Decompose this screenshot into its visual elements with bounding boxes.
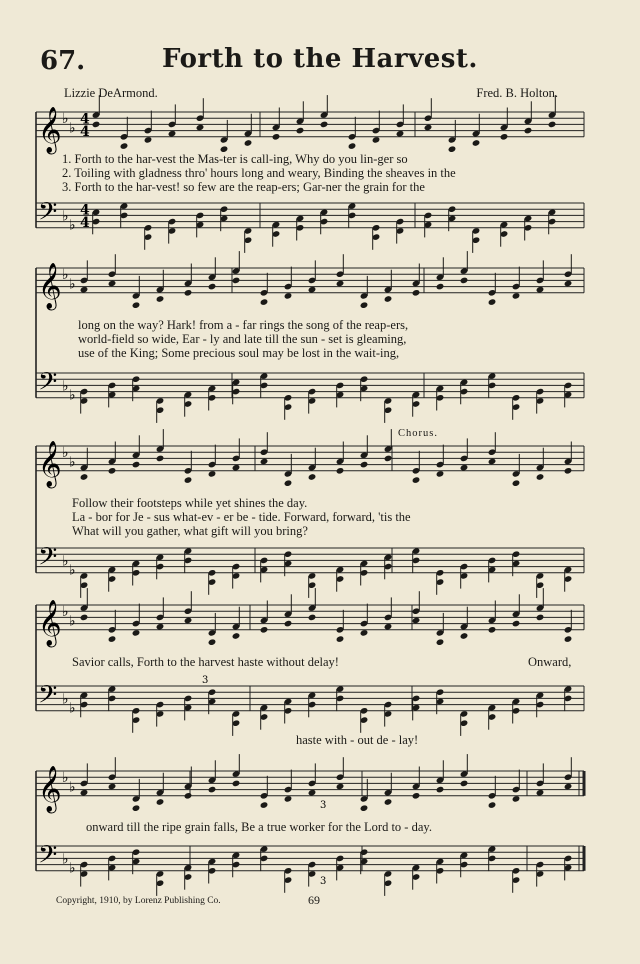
note-head	[460, 780, 469, 788]
flat-icon: ♭	[62, 267, 69, 284]
note-head	[320, 121, 329, 129]
note-head	[448, 145, 457, 153]
note-head	[132, 804, 141, 812]
note-head	[524, 127, 533, 135]
note-head	[308, 473, 317, 481]
note-head	[384, 455, 393, 463]
note-head	[360, 461, 369, 469]
note-head	[184, 289, 193, 297]
treble-clef-icon-4: 𝄞	[38, 599, 62, 646]
page-number: 69	[308, 893, 320, 907]
time-signature-bottom: 4	[80, 123, 90, 140]
flat-icon: ♭	[69, 613, 76, 630]
note-head	[436, 283, 445, 291]
hymn-title: Forth to the Harvest.	[162, 44, 478, 74]
note-head	[436, 638, 445, 646]
note-head	[184, 792, 193, 800]
note-head	[208, 786, 217, 794]
note-head	[472, 139, 481, 147]
note-head	[156, 295, 165, 303]
note-head	[512, 479, 521, 487]
note-head	[132, 301, 141, 309]
chorus-label: Chorus.	[398, 428, 438, 439]
note-head	[488, 801, 497, 809]
triplet-mark: 3	[320, 876, 327, 887]
note-head	[232, 277, 241, 285]
note-head	[232, 780, 241, 788]
note-head	[108, 635, 117, 643]
flat-icon: ♭	[62, 691, 69, 708]
flat-icon: ♭	[62, 208, 69, 225]
verse-1-line-2: long on the way? Hark! from a - far rings the song of the reap-ers,	[78, 318, 409, 332]
time-signature-top: 4	[80, 111, 90, 128]
treble-clef-icon-1: 𝄞	[38, 106, 62, 153]
flat-icon: ♭	[69, 120, 76, 137]
flat-icon: ♭	[69, 562, 76, 579]
bass-clef-icon-4: 𝄢	[38, 680, 58, 716]
note-head	[536, 473, 545, 481]
time-signature-top: 4	[80, 202, 90, 219]
verse-2-line-3: La - bor for Je - sus what-ev - er be - tide. Forward, forward, 'tis the	[72, 510, 411, 524]
flat-icon: ♭	[62, 770, 69, 787]
note-head	[384, 295, 393, 303]
note-head	[260, 298, 269, 306]
triplet-mark: 3	[320, 800, 327, 811]
verse-3-line-2: use of the King; Some precious soul may be lost in the wait-ing,	[78, 346, 400, 360]
note-head	[208, 638, 217, 646]
flat-icon: ♭	[62, 851, 69, 868]
note-head	[108, 467, 117, 475]
note-head	[296, 127, 305, 135]
lyricist-credit: Lizzie DeArmond.	[64, 86, 158, 100]
bass-clef-icon-1: 𝄢	[38, 197, 58, 233]
bass-clef-icon-3: 𝄢	[38, 542, 58, 578]
treble-clef-icon-5: 𝄞	[38, 765, 62, 812]
note-head	[260, 801, 269, 809]
flat-icon: ♭	[62, 604, 69, 621]
note-head	[488, 626, 497, 634]
note-head	[336, 635, 345, 643]
flat-icon: ♭	[62, 378, 69, 395]
note-head	[208, 283, 217, 291]
note-head	[272, 133, 281, 141]
note-head	[232, 632, 241, 640]
flat-icon: ♭	[62, 553, 69, 570]
flat-icon: ♭	[69, 387, 76, 404]
flat-icon: ♭	[69, 700, 76, 717]
verse-1-line-1: 1. Forth to the har-vest the Mas-ter is call-ing, Why do you lin-ger so	[62, 152, 408, 166]
composer-credit: Fred. B. Holton.	[476, 86, 558, 100]
note-head	[120, 142, 129, 150]
note-head	[460, 632, 469, 640]
note-head	[488, 298, 497, 306]
bass-clef-icon-5: 𝄢	[38, 840, 58, 876]
flat-icon: ♭	[69, 860, 76, 877]
flat-icon: ♭	[69, 276, 76, 293]
verse-1-line-3: Follow their footsteps while yet shines the day.	[72, 496, 308, 510]
note-head	[564, 467, 573, 475]
hymn-number: 67.	[40, 46, 86, 76]
note-head	[80, 614, 89, 622]
flat-icon: ♭	[69, 454, 76, 471]
note-head	[548, 121, 557, 129]
note-head	[412, 289, 421, 297]
verse-2-line-2: world-field so wide, Ear - ly and late till the sun - set is gleaming,	[78, 332, 407, 346]
bass-echo-lyric: haste with - out de - lay!	[296, 733, 419, 747]
note-head	[284, 620, 293, 628]
copyright-notice: Copyright, 1910, by Lorenz Publishing Co.	[56, 896, 221, 906]
triplet-mark: 3	[202, 675, 209, 686]
note-head	[284, 479, 293, 487]
note-head	[360, 301, 369, 309]
note-head	[308, 614, 317, 622]
note-head	[460, 277, 469, 285]
verse-2-line-1: 2. Toiling with gladness thro' hours long and weary, Binding the sheaves in the	[62, 166, 456, 180]
chorus-onward: Onward,	[528, 655, 572, 669]
chorus-line-1: Savior calls, Forth to the harvest haste without delay!	[72, 655, 339, 669]
note-head	[156, 798, 165, 806]
note-head	[92, 121, 101, 129]
note-head	[156, 455, 165, 463]
note-head	[244, 139, 253, 147]
note-head	[436, 786, 445, 794]
note-head	[564, 635, 573, 643]
note-head	[260, 626, 269, 634]
note-head	[132, 461, 141, 469]
treble-clef-icon-3: 𝄞	[38, 440, 62, 487]
note-head	[512, 620, 521, 628]
note-head	[360, 804, 369, 812]
time-signature-bottom: 4	[80, 214, 90, 231]
note-head	[184, 476, 193, 484]
verse-3-line-1: 3. Forth to the har-vest! so few are the reap-ers; Gar-ner the grain for the	[62, 180, 425, 194]
note-head	[336, 467, 345, 475]
note-head	[536, 614, 545, 622]
treble-clef-icon-2: 𝄞	[38, 262, 62, 309]
verse-3-line-3: What will you gather, what gift will you bring?	[72, 524, 308, 538]
bass-clef-icon-2: 𝄢	[38, 367, 58, 403]
flat-icon: ♭	[62, 445, 69, 462]
note-head	[412, 792, 421, 800]
note-head	[348, 142, 357, 150]
note-head	[412, 476, 421, 484]
chorus-line-2: onward till the ripe grain falls, Be a true worker for the Lord to - day.	[86, 820, 432, 834]
flat-icon: ♭	[69, 779, 76, 796]
flat-icon: ♭	[69, 217, 76, 234]
note-head	[80, 473, 89, 481]
note-head	[500, 133, 509, 141]
note-head	[384, 798, 393, 806]
flat-icon: ♭	[62, 111, 69, 128]
